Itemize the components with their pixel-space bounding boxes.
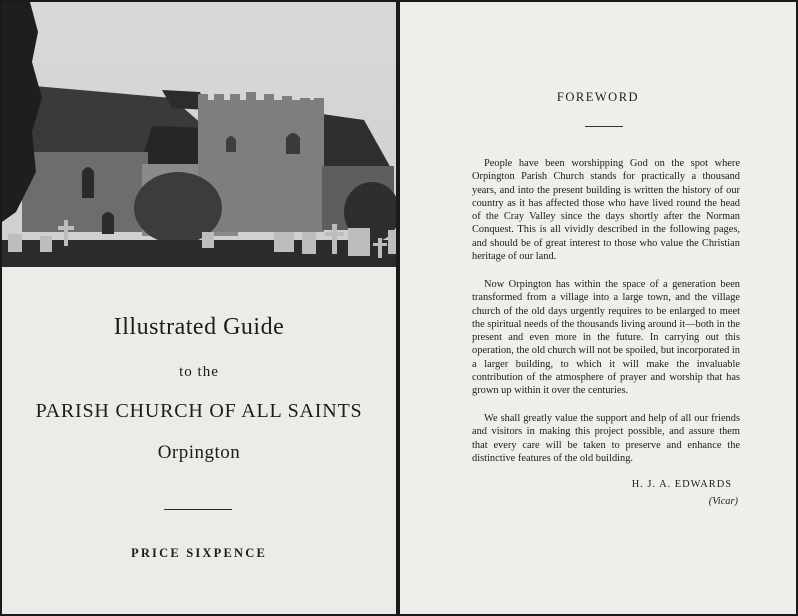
foreword-paragraph: We shall greatly value the support and help of all our friends and visitors in making this project possible, and assure them that every care will be taken to preserve and enhance the distinctive features of the old building.: [472, 413, 740, 464]
cover-subtitle: to the: [179, 364, 219, 380]
cover-divider: [164, 509, 232, 510]
foreword-paragraph: People have been worshipping God on the spot where Orpington Parish Church stands for practically a thousand years, and into the present building is written the history of our country as it has affected those who have lived round the head of the Cray Valley since the days shortly after the Norman Conquest. This is all vividly described in the following pages, and should be of great interest to those who value the Christian heritage of our land.: [472, 158, 740, 263]
cover-title: Illustrated Guide: [113, 314, 285, 340]
vicar-role: (Vicar): [708, 496, 738, 507]
price-label: PRICE SIXPENCE: [130, 546, 268, 560]
foreword-heading: FOREWORD: [556, 90, 640, 104]
town-name: Orpington: [157, 442, 241, 463]
cover-page: [2, 2, 396, 614]
foreword-divider: [585, 126, 623, 127]
church-name: PARISH CHURCH OF ALL SAINTS: [35, 400, 363, 422]
church-photo: [2, 2, 396, 267]
vicar-signature: H. J. A. EDWARDS: [631, 479, 732, 490]
foreword-page: [400, 2, 796, 614]
foreword-paragraph: Now Orpington has within the space of a generation been transformed from a village into a large town, and the village church of the old days urgently requires to be enlarged to meet the spiritual needs of the thousands living around it—both in the present and even more in the future. In carrying out this operation, the old church will not be spoiled, but incorporated in a larger building, to which it will make the invaluable contribution of the atmosphere of prayer and worship that has grown up within it over the centuries.: [472, 279, 740, 397]
